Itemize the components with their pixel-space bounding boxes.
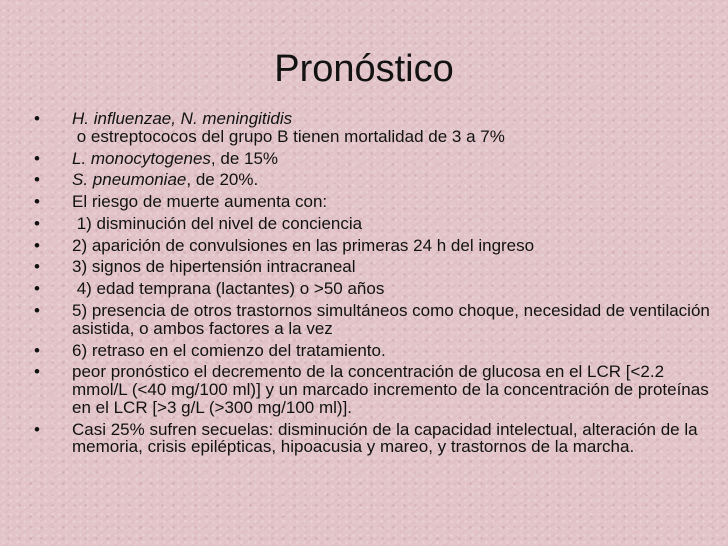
slide-title: Pronóstico — [274, 48, 454, 90]
list-item — [30, 237, 720, 255]
item-text: El riesgo de muerte aumenta con: — [72, 192, 328, 212]
bullet-icon: • — [34, 109, 40, 128]
list-item — [30, 342, 720, 360]
list-item — [30, 193, 720, 211]
item-text: o estreptococos del grupo B tienen mortalidad de 3 a 7% — [72, 126, 505, 146]
item-text: 5) presencia de otros trastornos simultáneos como choque, necesidad de ventilación asistida, o ambos factores a la vez — [72, 301, 710, 338]
list-item — [30, 110, 720, 145]
item-text: 3) signos de hipertensión intracraneal — [72, 257, 356, 277]
bullet-icon: • — [34, 170, 40, 190]
list-item — [30, 302, 720, 337]
bullet-icon: • — [34, 301, 40, 321]
bullet-icon: • — [34, 340, 40, 360]
bullet-icon: • — [34, 257, 40, 277]
list-item — [30, 150, 720, 168]
bullet-icon: • — [34, 213, 40, 233]
item-text: peor pronóstico el decremento de la concentración de glucosa en el LCR [<2.2 mmol/L (<40 mg/100 ml)] y un marcado incremento de la concentración de proteínas en el LCR [>3 g/L (>300 mg/100 ml)]. — [72, 362, 709, 417]
list-item — [30, 258, 720, 276]
item-text: 6) retraso en el comienzo del tratamiento. — [72, 340, 386, 360]
item-text: 1) disminución del nivel de conciencia — [72, 213, 363, 233]
organism-name: H. influenzae, N. meningitidis — [72, 109, 293, 128]
item-text: , de 20%. — [186, 170, 259, 190]
bullet-icon: • — [34, 279, 40, 299]
item-text: 2) aparición de convulsiones en las primeras 24 h del ingreso — [72, 235, 535, 255]
item-text: Casi 25% sufren secuelas: disminución de la capacidad intelectual, alteración de la memoria, crisis epilépticas, hipoacusia y mareo, y trastornos de la marcha. — [72, 419, 698, 457]
list-item — [30, 421, 720, 456]
bullet-icon: • — [34, 362, 40, 382]
list-item — [30, 171, 720, 189]
organism-name: S. pneumoniae — [72, 170, 187, 190]
organism-name: L. monocytogenes — [72, 148, 211, 168]
bullet-list — [30, 110, 720, 460]
bullet-icon: • — [34, 192, 40, 212]
list-item — [30, 363, 720, 416]
list-item — [30, 215, 720, 233]
bullet-icon: • — [34, 419, 40, 439]
item-text: , de 15% — [210, 148, 279, 168]
list-item — [30, 280, 720, 298]
bullet-icon: • — [34, 235, 40, 255]
item-text: 4) edad temprana (lactantes) o >50 años — [72, 279, 385, 299]
bullet-icon: • — [34, 148, 40, 168]
